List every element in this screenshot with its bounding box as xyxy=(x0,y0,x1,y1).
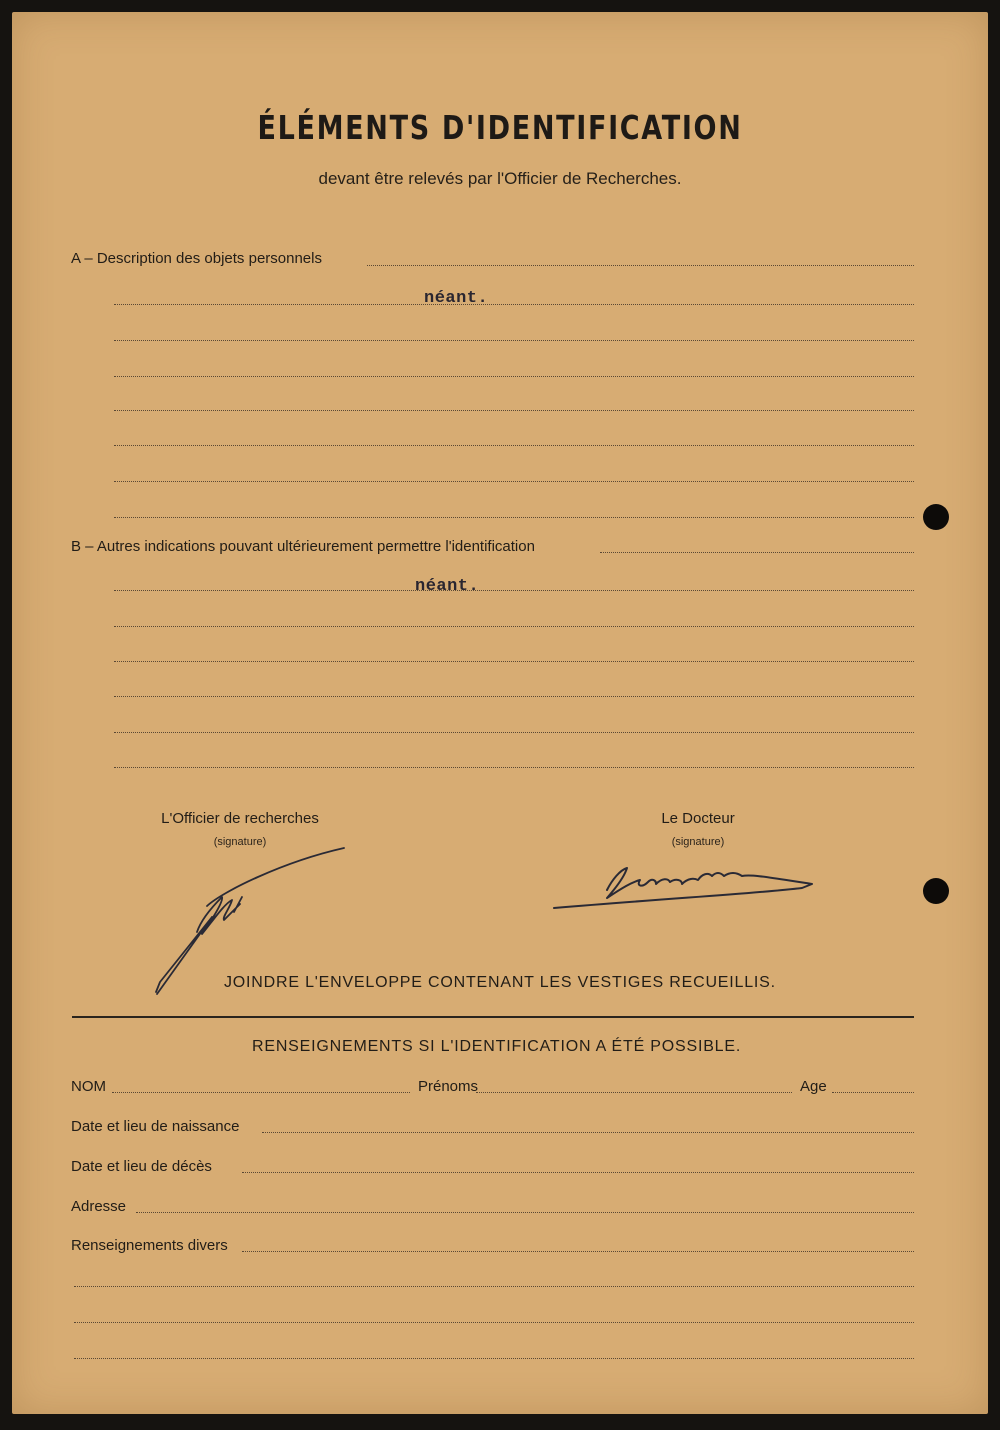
section-b-typed-value: néant. xyxy=(415,577,480,596)
section-a-line xyxy=(114,517,914,518)
misc-label: Renseignements divers xyxy=(71,1237,228,1254)
page-title: ÉLÉMENTS D'IDENTIFICATION xyxy=(257,108,743,147)
misc-line xyxy=(74,1286,914,1287)
section-a-line xyxy=(114,340,914,341)
birth-line xyxy=(262,1132,914,1133)
death-label: Date et lieu de décès xyxy=(71,1158,212,1175)
address-label: Adresse xyxy=(71,1198,127,1215)
section-b-line xyxy=(114,661,914,662)
section-a-line xyxy=(367,265,914,266)
section-a-line xyxy=(114,481,914,482)
section-b-line xyxy=(114,767,914,768)
birth-label: Date et lieu de naissance xyxy=(71,1118,240,1135)
section-b-line xyxy=(114,696,914,697)
punch-hole xyxy=(923,878,949,904)
section-a-line xyxy=(114,376,914,377)
section-b-line xyxy=(600,552,914,553)
identification-heading: RENSEIGNEMENTS SI L'IDENTIFICATION A ÉTÉ POSSIBLE. xyxy=(252,1038,742,1055)
misc-line xyxy=(74,1322,914,1323)
doctor-signature xyxy=(552,850,852,920)
section-b-label: B – Autres indications pouvant ultérieurement permettre l'identification xyxy=(71,538,535,555)
section-divider xyxy=(72,1016,914,1018)
address-line xyxy=(136,1212,914,1213)
page-subtitle: devant être relevés par l'Officier de Recherches. xyxy=(318,169,682,188)
nom-label: NOM xyxy=(71,1078,106,1095)
enclosure-instruction: JOINDRE L'ENVELOPPE CONTENANT LES VESTIGES RECUEILLIS. xyxy=(224,974,776,991)
section-a-typed-value: néant. xyxy=(424,289,489,308)
age-line xyxy=(832,1092,914,1093)
section-b-line xyxy=(114,590,914,591)
doctor-signature-subtitle: (signature) xyxy=(671,836,725,848)
document-page xyxy=(12,12,988,1414)
section-a-line xyxy=(114,445,914,446)
section-b-line xyxy=(114,626,914,627)
punch-hole xyxy=(923,504,949,530)
nom-line xyxy=(112,1092,410,1093)
doctor-signature-title: Le Docteur xyxy=(661,810,735,827)
misc-line xyxy=(242,1251,914,1252)
section-a-line xyxy=(114,304,914,305)
death-line xyxy=(242,1172,914,1173)
officer-signature-subtitle: (signature) xyxy=(213,836,267,848)
prenoms-line xyxy=(476,1092,792,1093)
officer-signature-title: L'Officier de recherches xyxy=(161,810,319,827)
section-b-line xyxy=(114,732,914,733)
section-a-label: A – Description des objets personnels xyxy=(71,250,322,267)
section-a-line xyxy=(114,410,914,411)
age-label: Age xyxy=(800,1078,827,1095)
misc-line xyxy=(74,1358,914,1359)
prenoms-label: Prénoms xyxy=(418,1078,479,1095)
